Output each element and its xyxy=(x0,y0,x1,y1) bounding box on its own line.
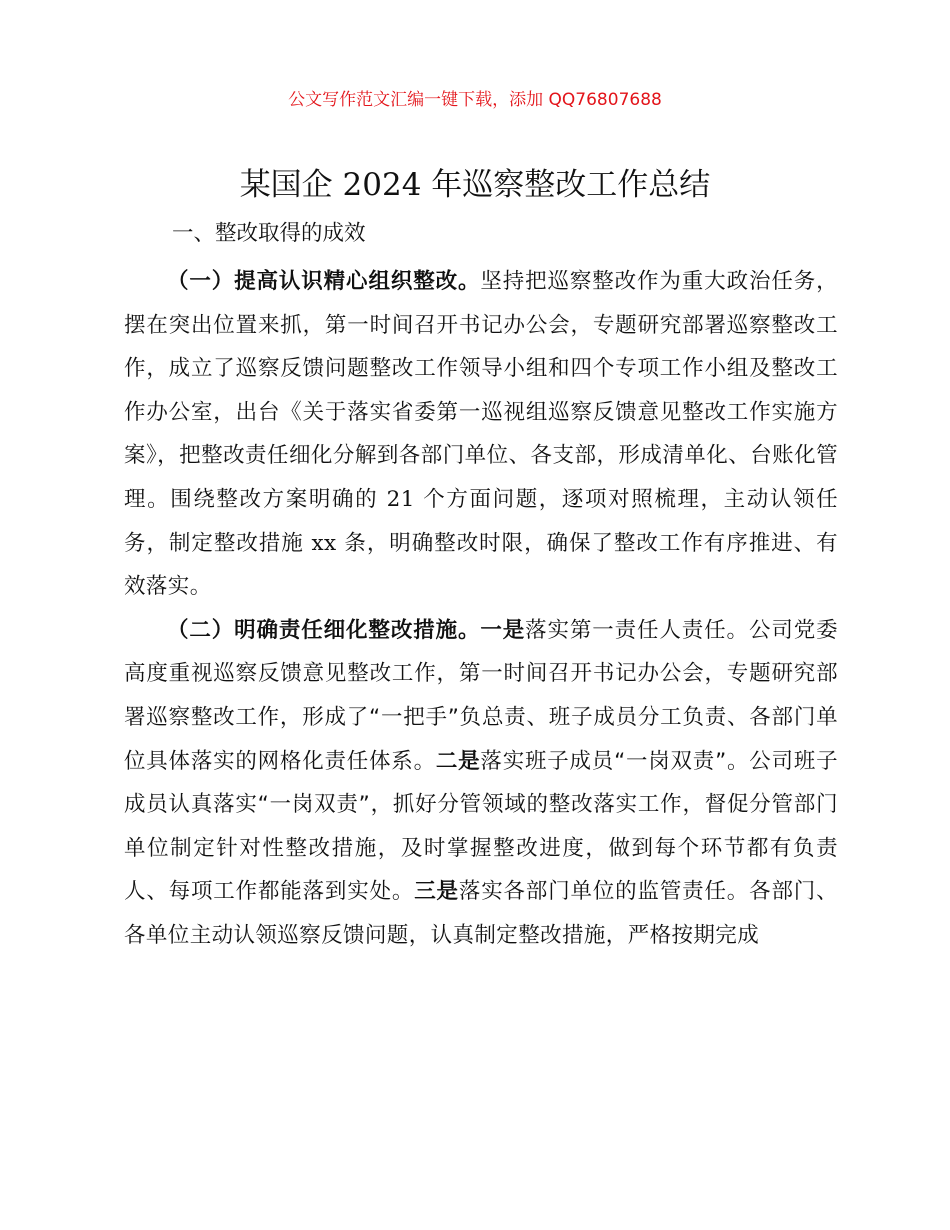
paragraph-2-text-1: 落实第一责任人责任。公司党委高度重视巡察反馈意见整改工作，第一时间召开书记办公会，专题研究部署巡察整改工作，形成了“一把手”负总责、班子成员分工负责、各部门单位具体落实的网格化责任体系。 xyxy=(124,617,838,774)
paragraph-1-text-b: 个方面问题，逐项对照梳理，主动认领任务，制定整改措施 xyxy=(124,486,838,556)
document-body xyxy=(124,260,838,958)
paragraph-1-lead: （一）提高认识精心组织整改。 xyxy=(167,269,481,294)
download-banner: 公文写作范文汇编一键下载，添加 QQ76807688 xyxy=(288,90,662,110)
paragraph-2-marker-3: 三是 xyxy=(414,879,459,905)
paragraph-2-marker-2: 二是 xyxy=(435,748,481,774)
paragraph-2 xyxy=(124,609,838,958)
paragraph-1-num-b: xx xyxy=(311,530,337,556)
paragraph-2-text-2: 落实班子成员“一岗双责”。公司班子成员认真落实“一岗双责”，抓好分管领域的整改落实工作，督促分管部门单位制定针对性整改措施，及时掌握整改进度，做到每个环节都有负责人、每项工作都能落到实处。 xyxy=(124,748,838,905)
paragraph-2-marker-1: 一是 xyxy=(480,617,526,643)
section-heading: 一、整改取得的成效 xyxy=(172,221,366,246)
paragraph-2-text-3: 落实各部门单位的监管责任。各部门、各单位主动认领巡察反馈问题，认真制定整改措施，严格按期完成 xyxy=(124,879,838,948)
title-prefix: 某国企 xyxy=(239,167,343,203)
paragraph-2-lead: （二）明确责任细化整改措施。 xyxy=(167,617,481,643)
paragraph-1 xyxy=(124,260,838,609)
document-title xyxy=(0,163,950,207)
paragraph-1-text-c: 条，明确整改时限，确保了整改工作有序推进、有效落实。 xyxy=(124,530,839,600)
paragraph-1-num-a: 21 xyxy=(386,486,415,512)
title-suffix: 年巡察整改工作总结 xyxy=(421,167,711,203)
paragraph-1-text-a: 坚持把巡察整改作为重大政治任务，摆在突出位置来抓，第一时间召开书记办公会，专题研究部署巡察整改工作，成立了巡察反馈问题整改工作领导小组和四个专项工作小组及整改工作办公室，出台《关于落实省委第一巡视组巡察反馈意见整改工作实施方案》，把整改责任细化分解到各部门单位、各支部，形成清单化、台账化管理。围绕整改方案明确的 xyxy=(124,269,838,512)
title-year: 2024 xyxy=(342,167,422,203)
